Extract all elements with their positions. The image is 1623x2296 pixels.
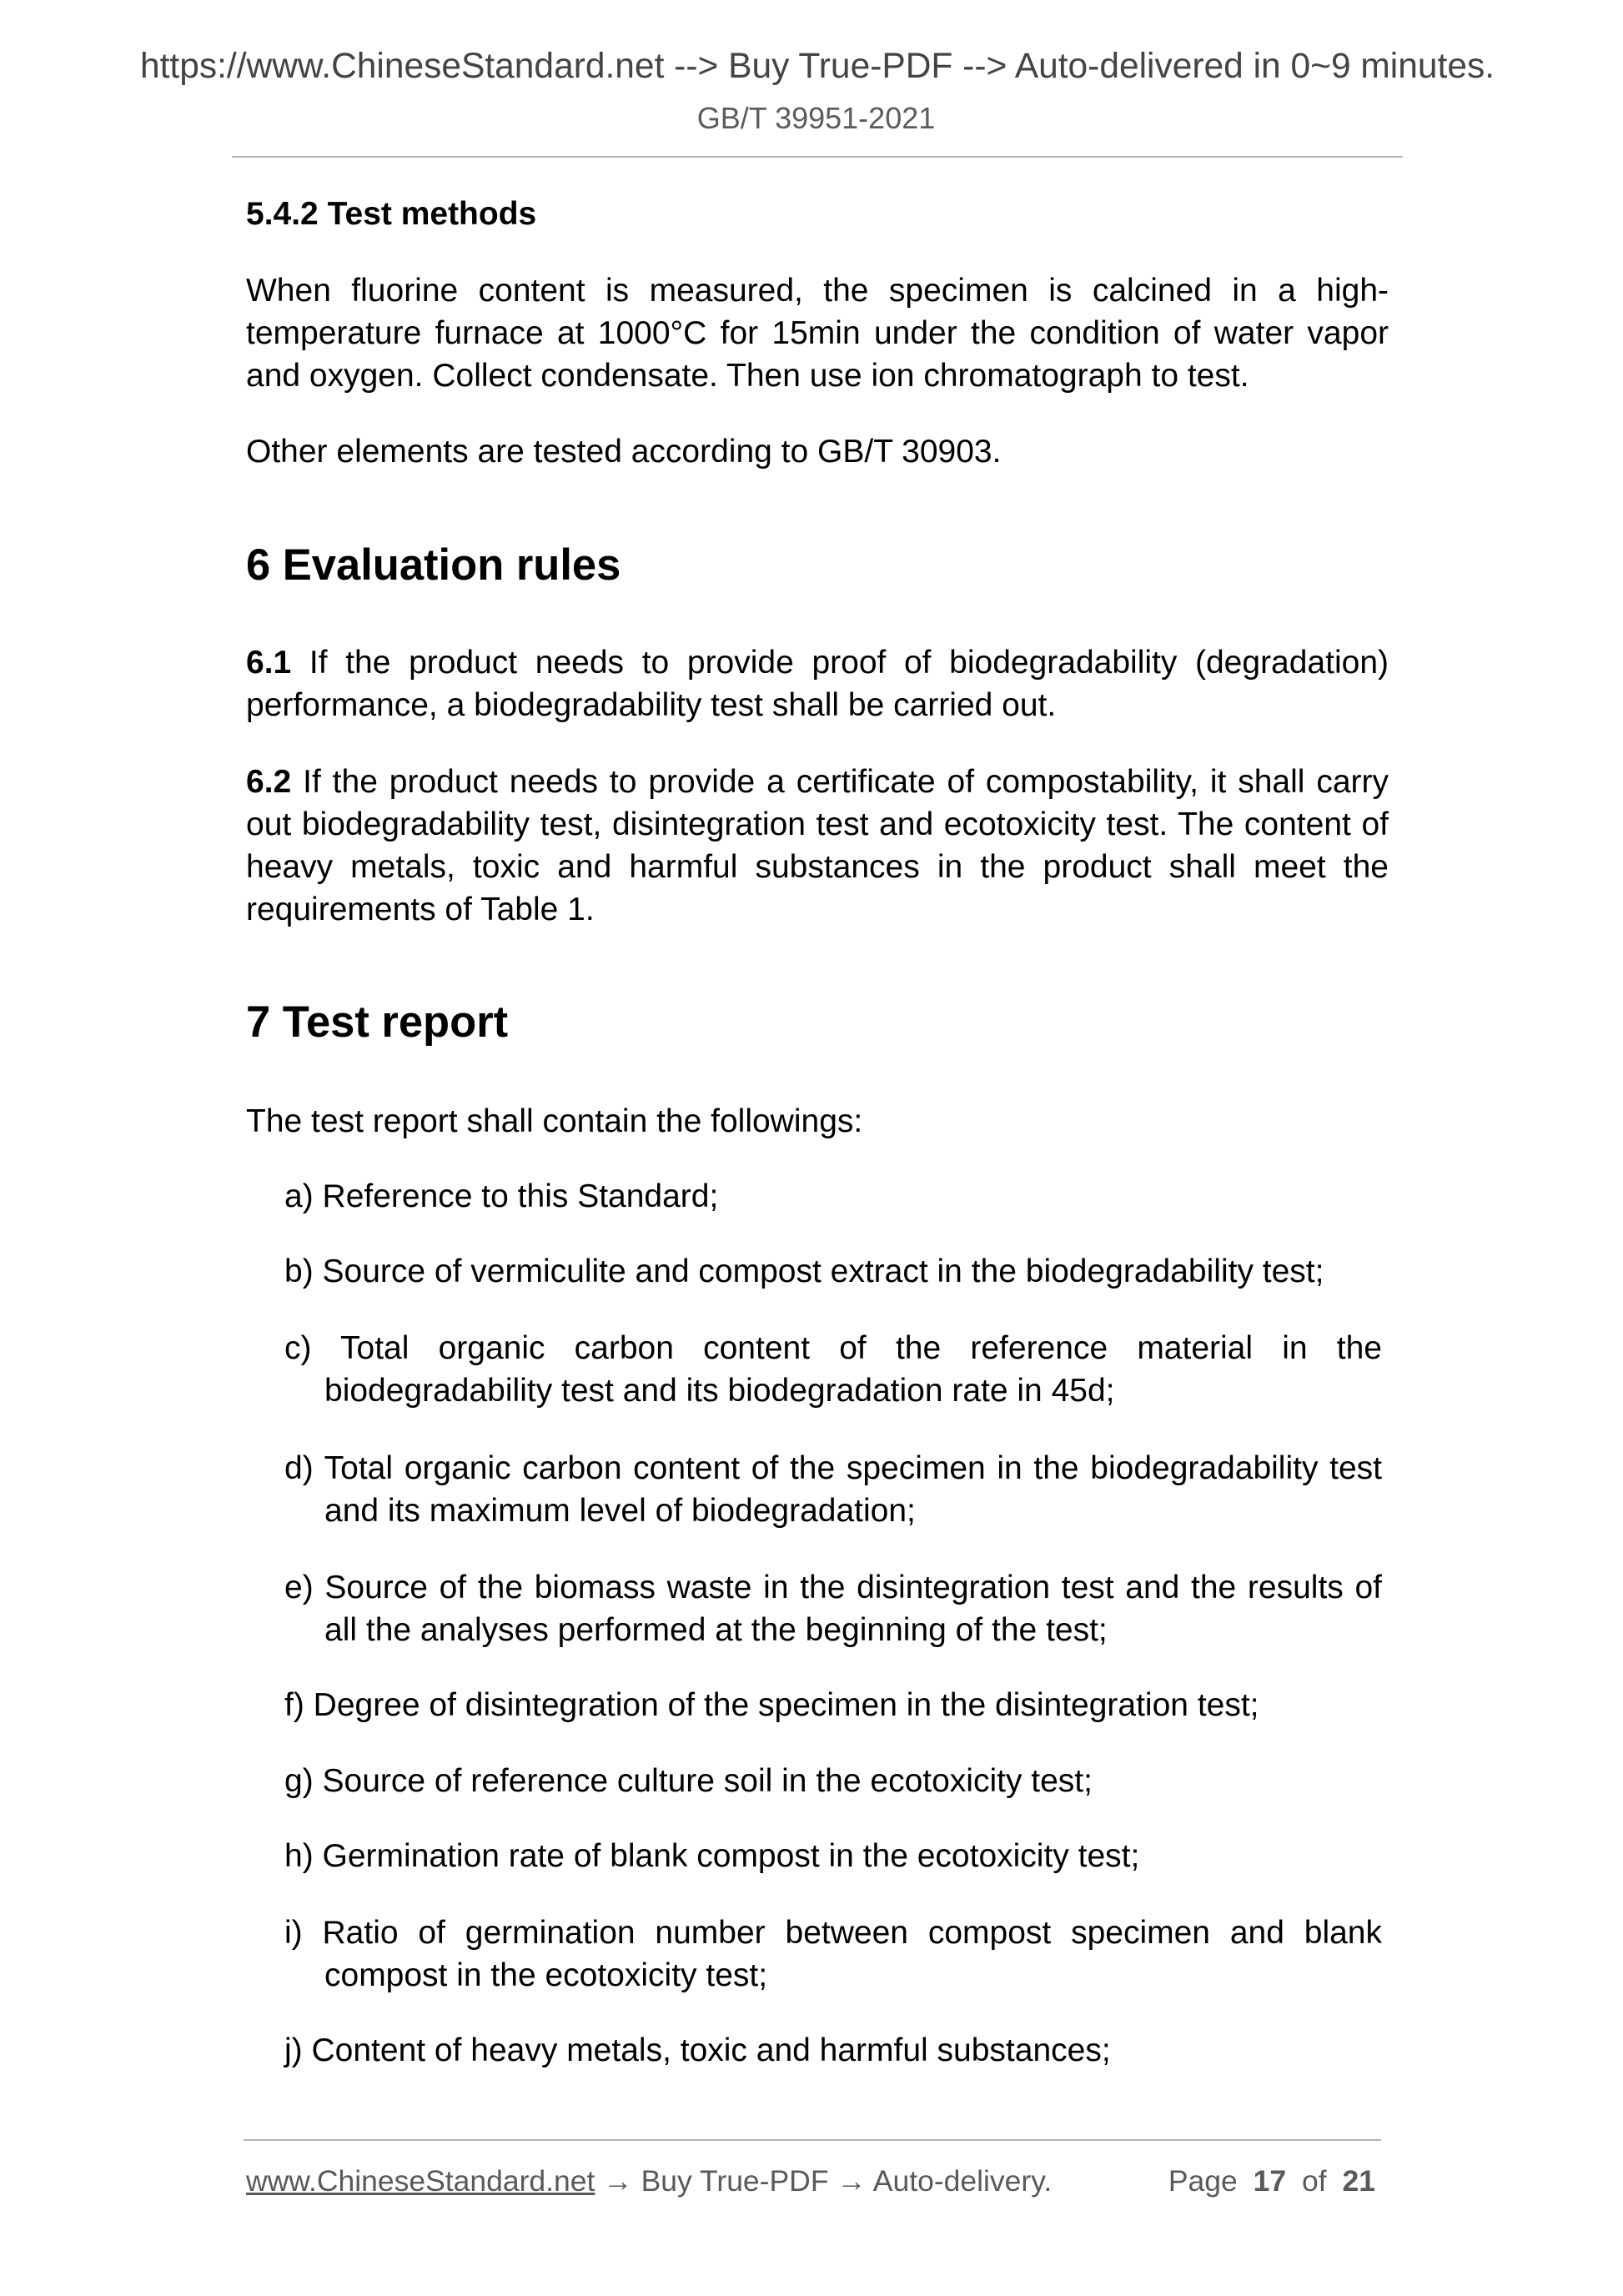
footer-promo xyxy=(246,2163,1052,2199)
list-item-marker: c) xyxy=(284,1330,312,1366)
list-item xyxy=(284,1912,1382,1997)
list-item-text: Source of the biomass waste in the disintegration test and the results of all the analyses performed at the beginning of the test; xyxy=(324,1570,1382,1648)
clause-number: 6.2 xyxy=(246,764,292,800)
list-item-text: Germination rate of blank compost in the ecotoxicity test; xyxy=(322,1838,1140,1874)
header-divider xyxy=(232,156,1403,158)
list-item-marker: d) xyxy=(284,1450,314,1486)
page-total: 21 xyxy=(1342,2164,1375,2198)
list-item-marker: j) xyxy=(284,2032,303,2068)
header-source-line: https://www.ChineseStandard.net --> Buy True-PDF --> Auto-delivered in 0~9 minutes. xyxy=(139,47,1495,86)
list-item-marker: h) xyxy=(284,1838,314,1874)
clause-text: If the product needs to provide proof of biodegradability (degradation) performance, a biodegradability test shall be carried out. xyxy=(246,645,1389,723)
page-label: Page xyxy=(1168,2164,1238,2198)
list-item xyxy=(284,1175,1382,1218)
list-item xyxy=(284,1566,1382,1651)
footer-buy-text: Buy True-PDF xyxy=(641,2164,829,2198)
list-item-text: Total organic carbon content of the reference material in the biodegradability test and its biodegradation rate in 45d; xyxy=(324,1330,1382,1409)
page-of-label: of xyxy=(1302,2164,1327,2198)
list-item-text: Ratio of germination number between compost specimen and blank compost in the ecotoxicity test; xyxy=(322,1915,1382,1993)
list-item-marker: f) xyxy=(284,1687,304,1723)
header-standard-code: GB/T 39951-2021 xyxy=(696,101,936,135)
list-item-text: Source of vermiculite and compost extract in the biodegradability test; xyxy=(322,1254,1324,1289)
list-item-text: Total organic carbon content of the specimen in the biodegradability test and its maximum level of biodegradation; xyxy=(324,1450,1382,1529)
list-item-marker: g) xyxy=(284,1763,314,1799)
arrow-right-icon: → xyxy=(837,2164,867,2198)
list-item xyxy=(284,2029,1382,2072)
list-item-marker: a) xyxy=(284,1178,314,1214)
list-item-text: Source of reference culture soil in the ecotoxicity test; xyxy=(322,1763,1093,1799)
list-item xyxy=(284,1327,1382,1412)
list-item xyxy=(284,1447,1382,1532)
clause-number: 6.1 xyxy=(246,645,292,681)
list-item xyxy=(284,1760,1382,1802)
section-5-4-2-heading: 5.4.2 Test methods xyxy=(246,196,537,232)
list-item-text: Degree of disintegration of the specimen in the disintegration test; xyxy=(313,1687,1259,1723)
footer-divider xyxy=(244,2139,1381,2141)
footer-delivery-text: Auto-delivery. xyxy=(872,2164,1053,2198)
list-item-text: Reference to this Standard; xyxy=(322,1178,719,1214)
section-7-heading: 7 Test report xyxy=(246,997,509,1047)
clause-6-1 xyxy=(246,641,1389,726)
list-item xyxy=(284,1684,1382,1726)
other-elements-test-paragraph: Other elements are tested according to GB/T 30903. xyxy=(246,434,1002,470)
test-report-intro: The test report shall contain the followings: xyxy=(246,1103,863,1139)
list-item xyxy=(284,1250,1382,1293)
page-number: 17 xyxy=(1253,2164,1287,2198)
section-6-heading: 6 Evaluation rules xyxy=(246,540,621,590)
clause-text: If the product needs to provide a certificate of compostability, it shall carry out biodegradability test, disintegration test and ecotoxicity test. The content of heavy metals, toxic and harmful substances in the product shall meet the requirements of Table 1. xyxy=(246,764,1389,927)
fluorine-test-method-paragraph: When fluorine content is measured, the specimen is calcined in a high-temperature furnace at 1000°C for 15min under the condition of water vapor and oxygen. Collect condensate. Then use ion chromatograph to test. xyxy=(246,273,1389,394)
clause-6-2 xyxy=(246,761,1389,931)
page-indicator xyxy=(1168,2163,1375,2199)
list-item-marker: e) xyxy=(284,1570,314,1605)
list-item xyxy=(284,1835,1382,1877)
footer-site-link[interactable]: www.ChineseStandard.net xyxy=(246,2164,595,2198)
list-item-text: Content of heavy metals, toxic and harmful substances; xyxy=(311,2032,1111,2068)
list-item-marker: i) xyxy=(284,1915,303,1951)
list-item-marker: b) xyxy=(284,1254,314,1289)
arrow-right-icon: → xyxy=(603,2164,633,2198)
